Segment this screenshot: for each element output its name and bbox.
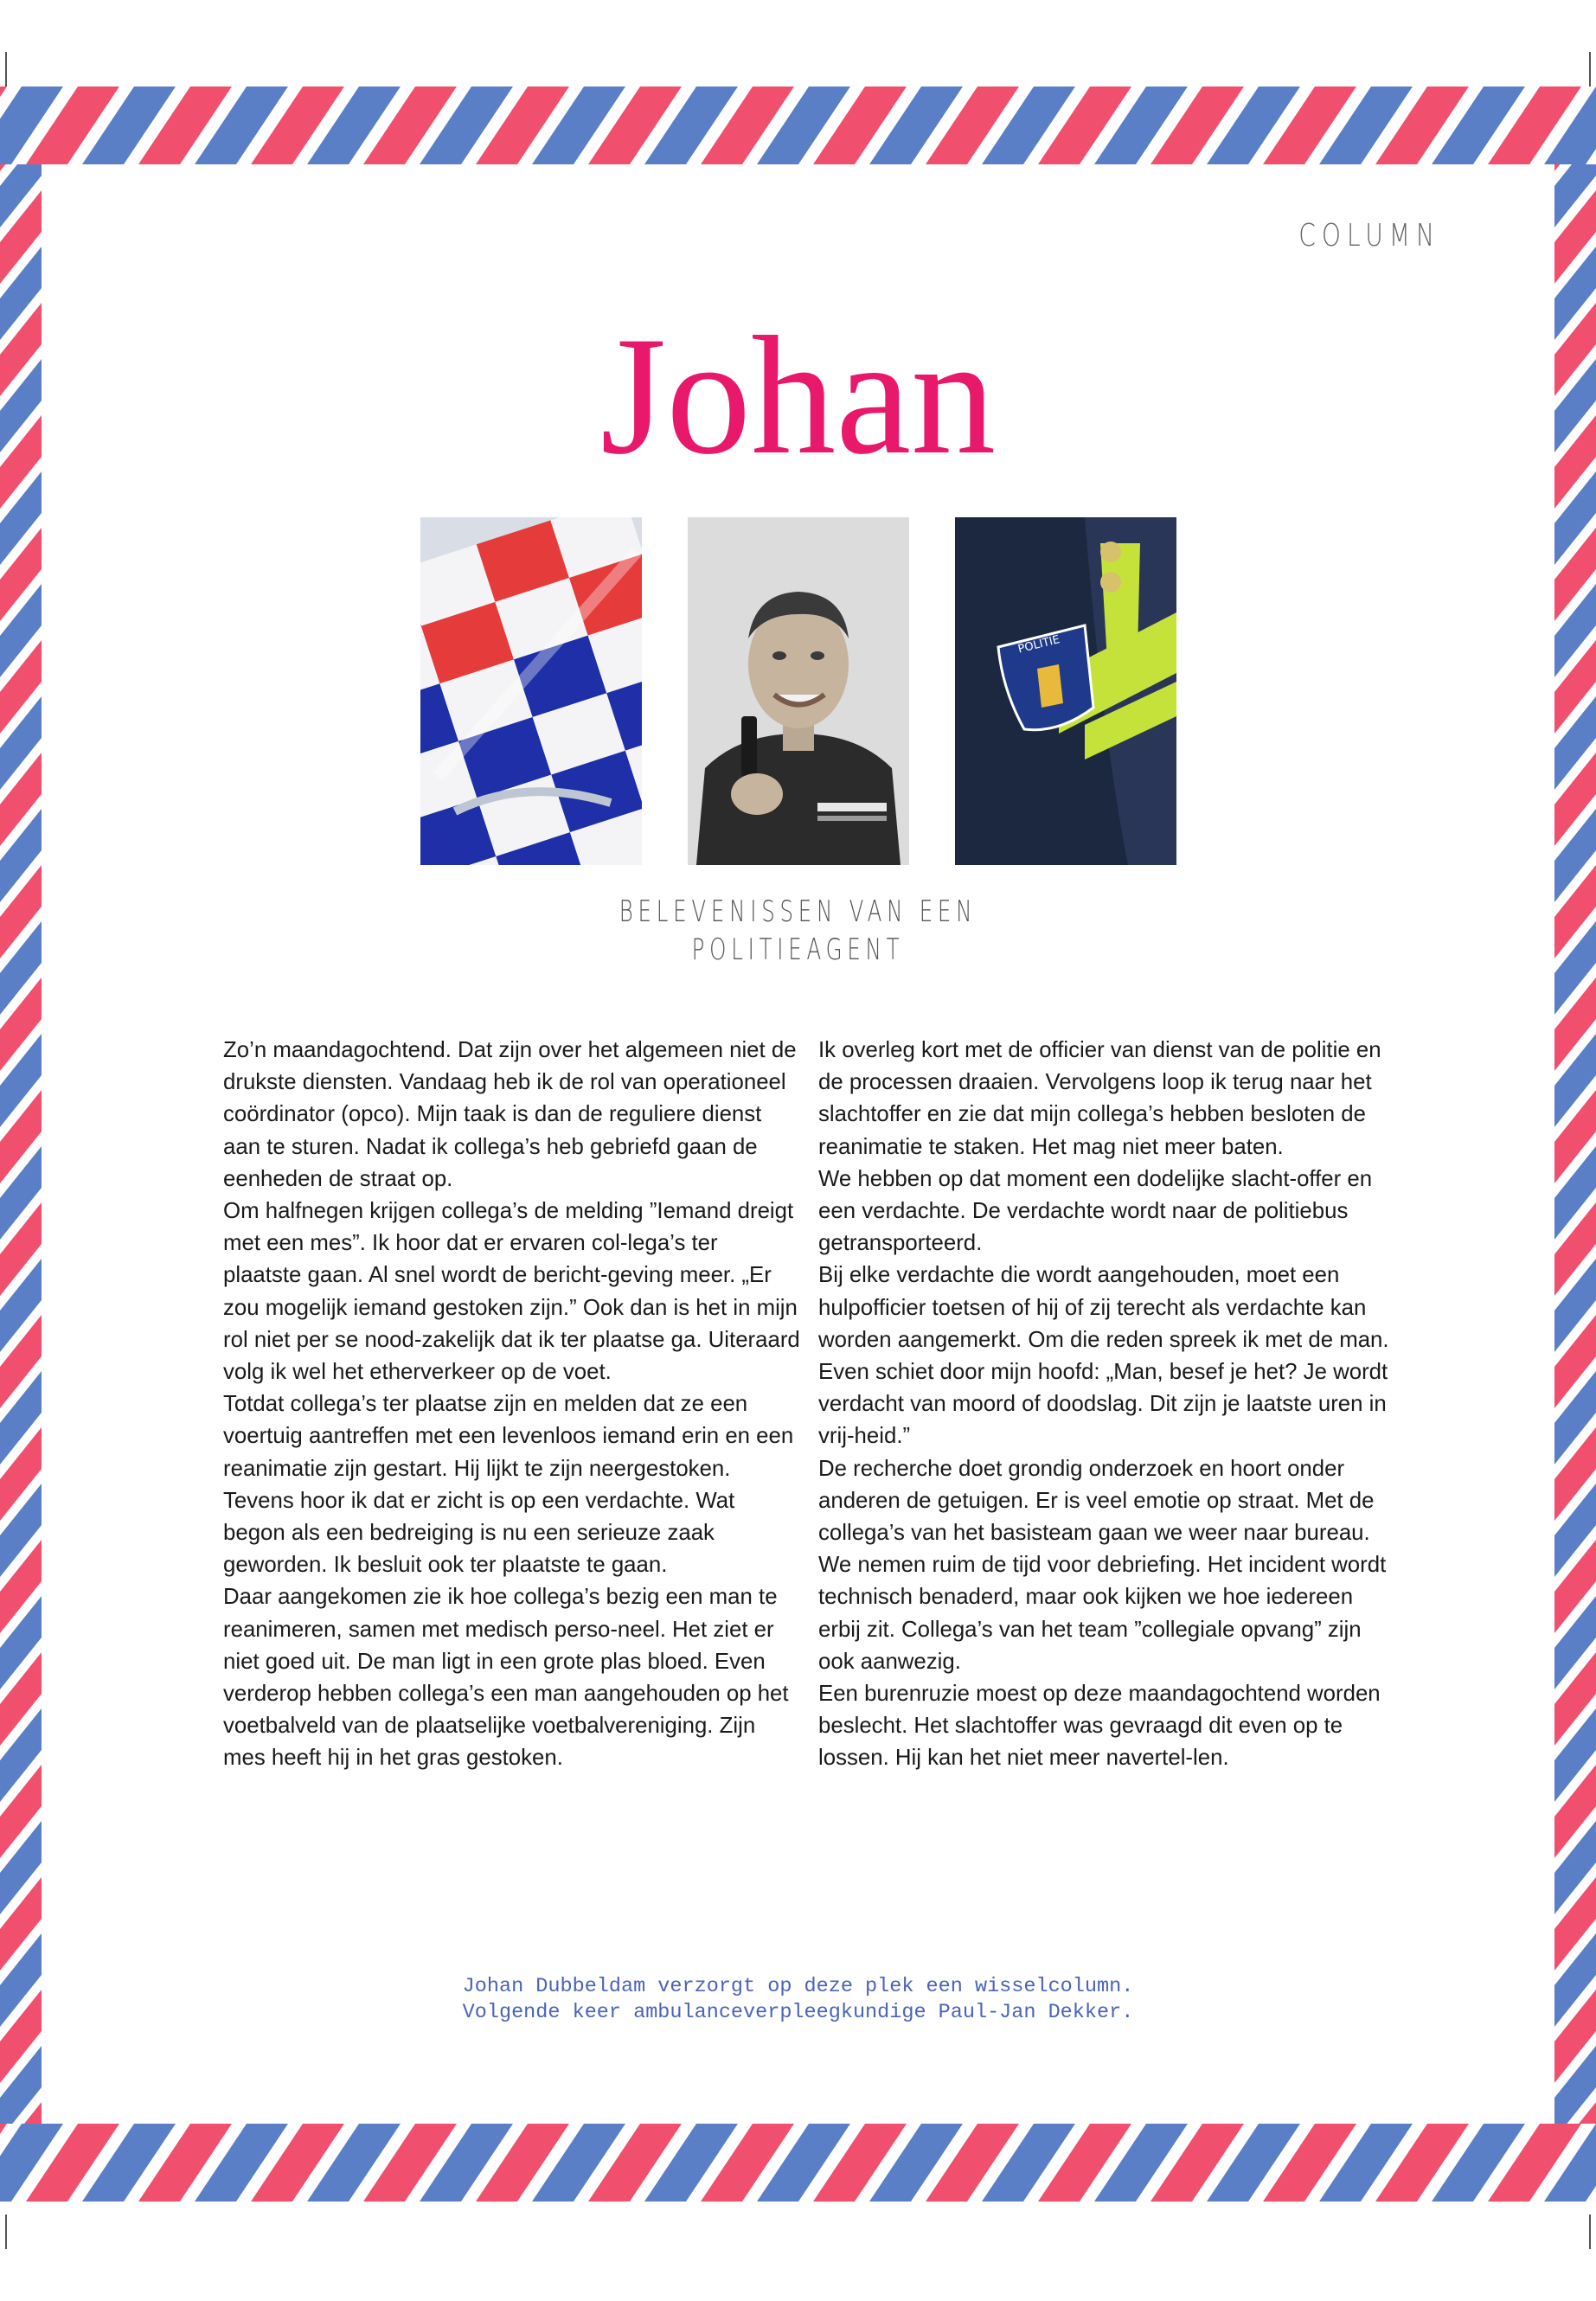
crop-mark — [5, 2214, 7, 2249]
paragraph: Daar aangekomen zie ik hoe collega’s bezig een man te reanimeren, samen met medisch perso-neel. Het ziet er niet goed uit. De man ligt in een grote plas bloed. Even verderop hebben collega’s een man aangehouden op het voetbalveld van de plaatselijke voetbalvereniging. Zijn mes heeft hij in het gras gestoken. — [223, 1585, 789, 1771]
crop-mark — [1589, 52, 1591, 87]
column-footer-note — [0, 1974, 1596, 2026]
paragraph: Bij elke verdachte die wordt aangehouden, moet een hulpofficier toetsen of hij of zij terecht als verdachte kan worden aangemerkt. Om die reden spreek ik met de man. Even schiet door mijn hoofd: „Man, besef je het? Je wordt verdacht van moord of doodslag. Dit zijn je laatste uren in vrij-heid.” — [818, 1263, 1389, 1449]
paragraph: Zo’n maandagochtend. Dat zijn over het algemeen niet de drukste diensten. Vandaag heb ik de rol van operationeel coördinator (opco). Mijn taak is dan de reguliere dienst aan te sturen. Nadat ik collega’s heb gebriefd gaan de eenheden de straat op. — [223, 1038, 797, 1191]
paragraph: De recherche doet grondig onderzoek en hoort onder anderen de getuigen. Er is veel emotie op straat. Met de collega’s van het basisteam gaan we weer naar bureau. — [818, 1456, 1375, 1546]
crop-mark — [1589, 2214, 1591, 2249]
person-icon — [688, 517, 909, 865]
car-icon — [420, 517, 642, 865]
footer-line-2: Volgende keer ambulanceverpleegkundige Paul-Jan Dekker. — [462, 2001, 1134, 2024]
subtitle-line-2: POLITIEAGENT — [691, 933, 905, 967]
paragraph: We nemen ruim de tijd voor debriefing. Het incident wordt technisch benaderd, maar ook kijken we hoe iedereen erbij zit. Collega’s van het team ”collegiale opvang” zijn ook aanwezig. — [818, 1553, 1387, 1674]
page-title: Johan — [599, 302, 997, 490]
paragraph: Ik overleg kort met de officier van dienst van de politie en de processen draaien. Vervolgens loop ik terug naar het slachtoffer en zie dat mijn collega’s hebben besloten de reanimatie te staken. Het mag niet meer baten. — [818, 1038, 1381, 1159]
photo-strip — [420, 517, 1176, 865]
paragraph: We hebben op dat moment een dodelijke slacht-offer en een verdachte. De verdachte wordt naar de politiebus getransporteerd. — [818, 1166, 1373, 1256]
article-column-left — [223, 1035, 801, 1775]
uniform-badge-photo — [955, 517, 1176, 865]
subtitle — [223, 893, 1372, 969]
badge-icon — [955, 517, 1176, 865]
police-car-photo — [420, 517, 642, 865]
footer-line-1: Johan Dubbeldam verzorgt op deze plek een wisselcolumn. — [462, 1975, 1134, 1998]
airmail-border-top — [0, 87, 1596, 164]
subtitle-line-1: BELEVENISSEN VAN EEN — [619, 894, 977, 929]
paragraph: Een burenruzie moest op deze maandagochtend worden beslecht. Het slachtoffer was gevraagd dit even op te lossen. Hij kan het niet meer navertel-len. — [818, 1682, 1381, 1771]
officer-portrait-photo — [688, 517, 909, 865]
article-column-right — [818, 1035, 1396, 1775]
paragraph: Om halfnegen krijgen collega’s de melding ”Iemand dreigt met een mes”. Ik hoor dat er ervaren col-lega’s ter plaatste gaan. Al snel wordt de bericht-geving meer. „Er zou mogelijk iemand gestoken zijn.” Ook dan is het in mijn rol niet per se nood-zakelijk dat ik ter plaatse ga. Uiteraard volg ik wel het etherverkeer op de voet. — [223, 1199, 800, 1385]
svg-text:POLITIE: POLITIE — [1016, 633, 1061, 657]
paragraph: Totdat collega’s ter plaatse zijn en melden dat ze een voertuig aantreffen met een levenloos iemand erin en een reanimatie zijn gestart. Hij lijkt te zijn neergestoken. Tevens hoor ik dat er zicht is op een verdachte. Wat begon als een bedreiging is nu een serieuze zaak geworden. Ik besluit ook ter plaatste te gaan. — [223, 1392, 794, 1578]
crop-mark — [5, 52, 7, 87]
airmail-border-bottom — [0, 2124, 1596, 2202]
section-label: COLUMN — [1298, 218, 1440, 253]
